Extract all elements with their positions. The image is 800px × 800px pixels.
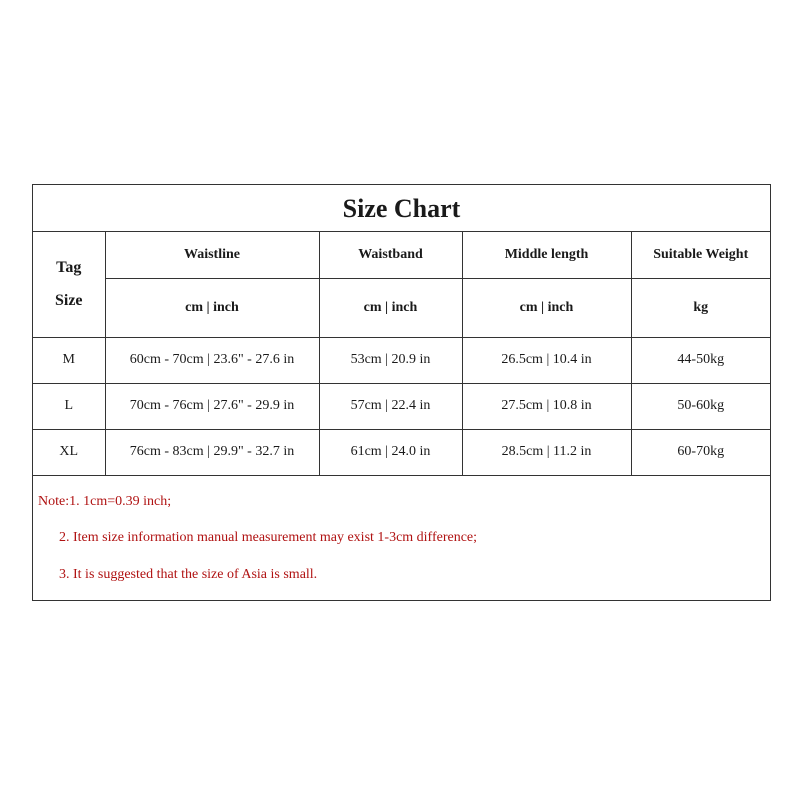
unit-suitable-weight: kg [631, 278, 770, 337]
waistline-cell: 60cm - 70cm | 23.6" - 27.6 in [105, 337, 319, 383]
middle-length-cell: 26.5cm | 10.4 in [462, 337, 631, 383]
column-header-waistline: Waistline [105, 232, 319, 278]
note-line-3: 3. It is suggested that the size of Asia is small. [59, 567, 318, 582]
chart-title: Size Chart [342, 194, 461, 223]
weight-cell: 60-70kg [631, 429, 770, 475]
size-label: Size [54, 292, 83, 310]
header-row-names [33, 232, 770, 278]
waistband-cell: 61cm | 24.0 in [319, 429, 462, 475]
weight-cell: 50-60kg [631, 383, 770, 429]
column-header-suitable-weight: Suitable Weight [631, 232, 770, 278]
column-header-waistband: Waistband [319, 232, 462, 278]
notes-section [33, 476, 770, 600]
size-chart [32, 184, 771, 601]
note-line-2: 2. Item size information manual measurement may exist 1-3cm difference; [59, 530, 478, 545]
waistband-cell: 57cm | 22.4 in [319, 383, 462, 429]
table-row [33, 429, 770, 475]
unit-waistband: cm | inch [319, 278, 462, 337]
table-row [33, 337, 770, 383]
size-cell: L [33, 383, 105, 429]
waistline-cell: 70cm - 76cm | 27.6" - 29.9 in [105, 383, 319, 429]
unit-middle-length: cm | inch [462, 278, 631, 337]
size-table [33, 232, 770, 476]
tag-label: Tag [56, 259, 82, 277]
tag-size-header [33, 232, 105, 337]
waistline-cell: 76cm - 83cm | 29.9" - 32.7 in [105, 429, 319, 475]
size-cell: XL [33, 429, 105, 475]
title-row [33, 185, 770, 232]
weight-cell: 44-50kg [631, 337, 770, 383]
table-row [33, 383, 770, 429]
header-row-units [33, 278, 770, 337]
column-header-middle-length: Middle length [462, 232, 631, 278]
waistband-cell: 53cm | 20.9 in [319, 337, 462, 383]
note-line-1: Note:1. 1cm=0.39 inch; [38, 494, 172, 509]
middle-length-cell: 27.5cm | 10.8 in [462, 383, 631, 429]
unit-waistline: cm | inch [105, 278, 319, 337]
middle-length-cell: 28.5cm | 11.2 in [462, 429, 631, 475]
size-cell: M [33, 337, 105, 383]
